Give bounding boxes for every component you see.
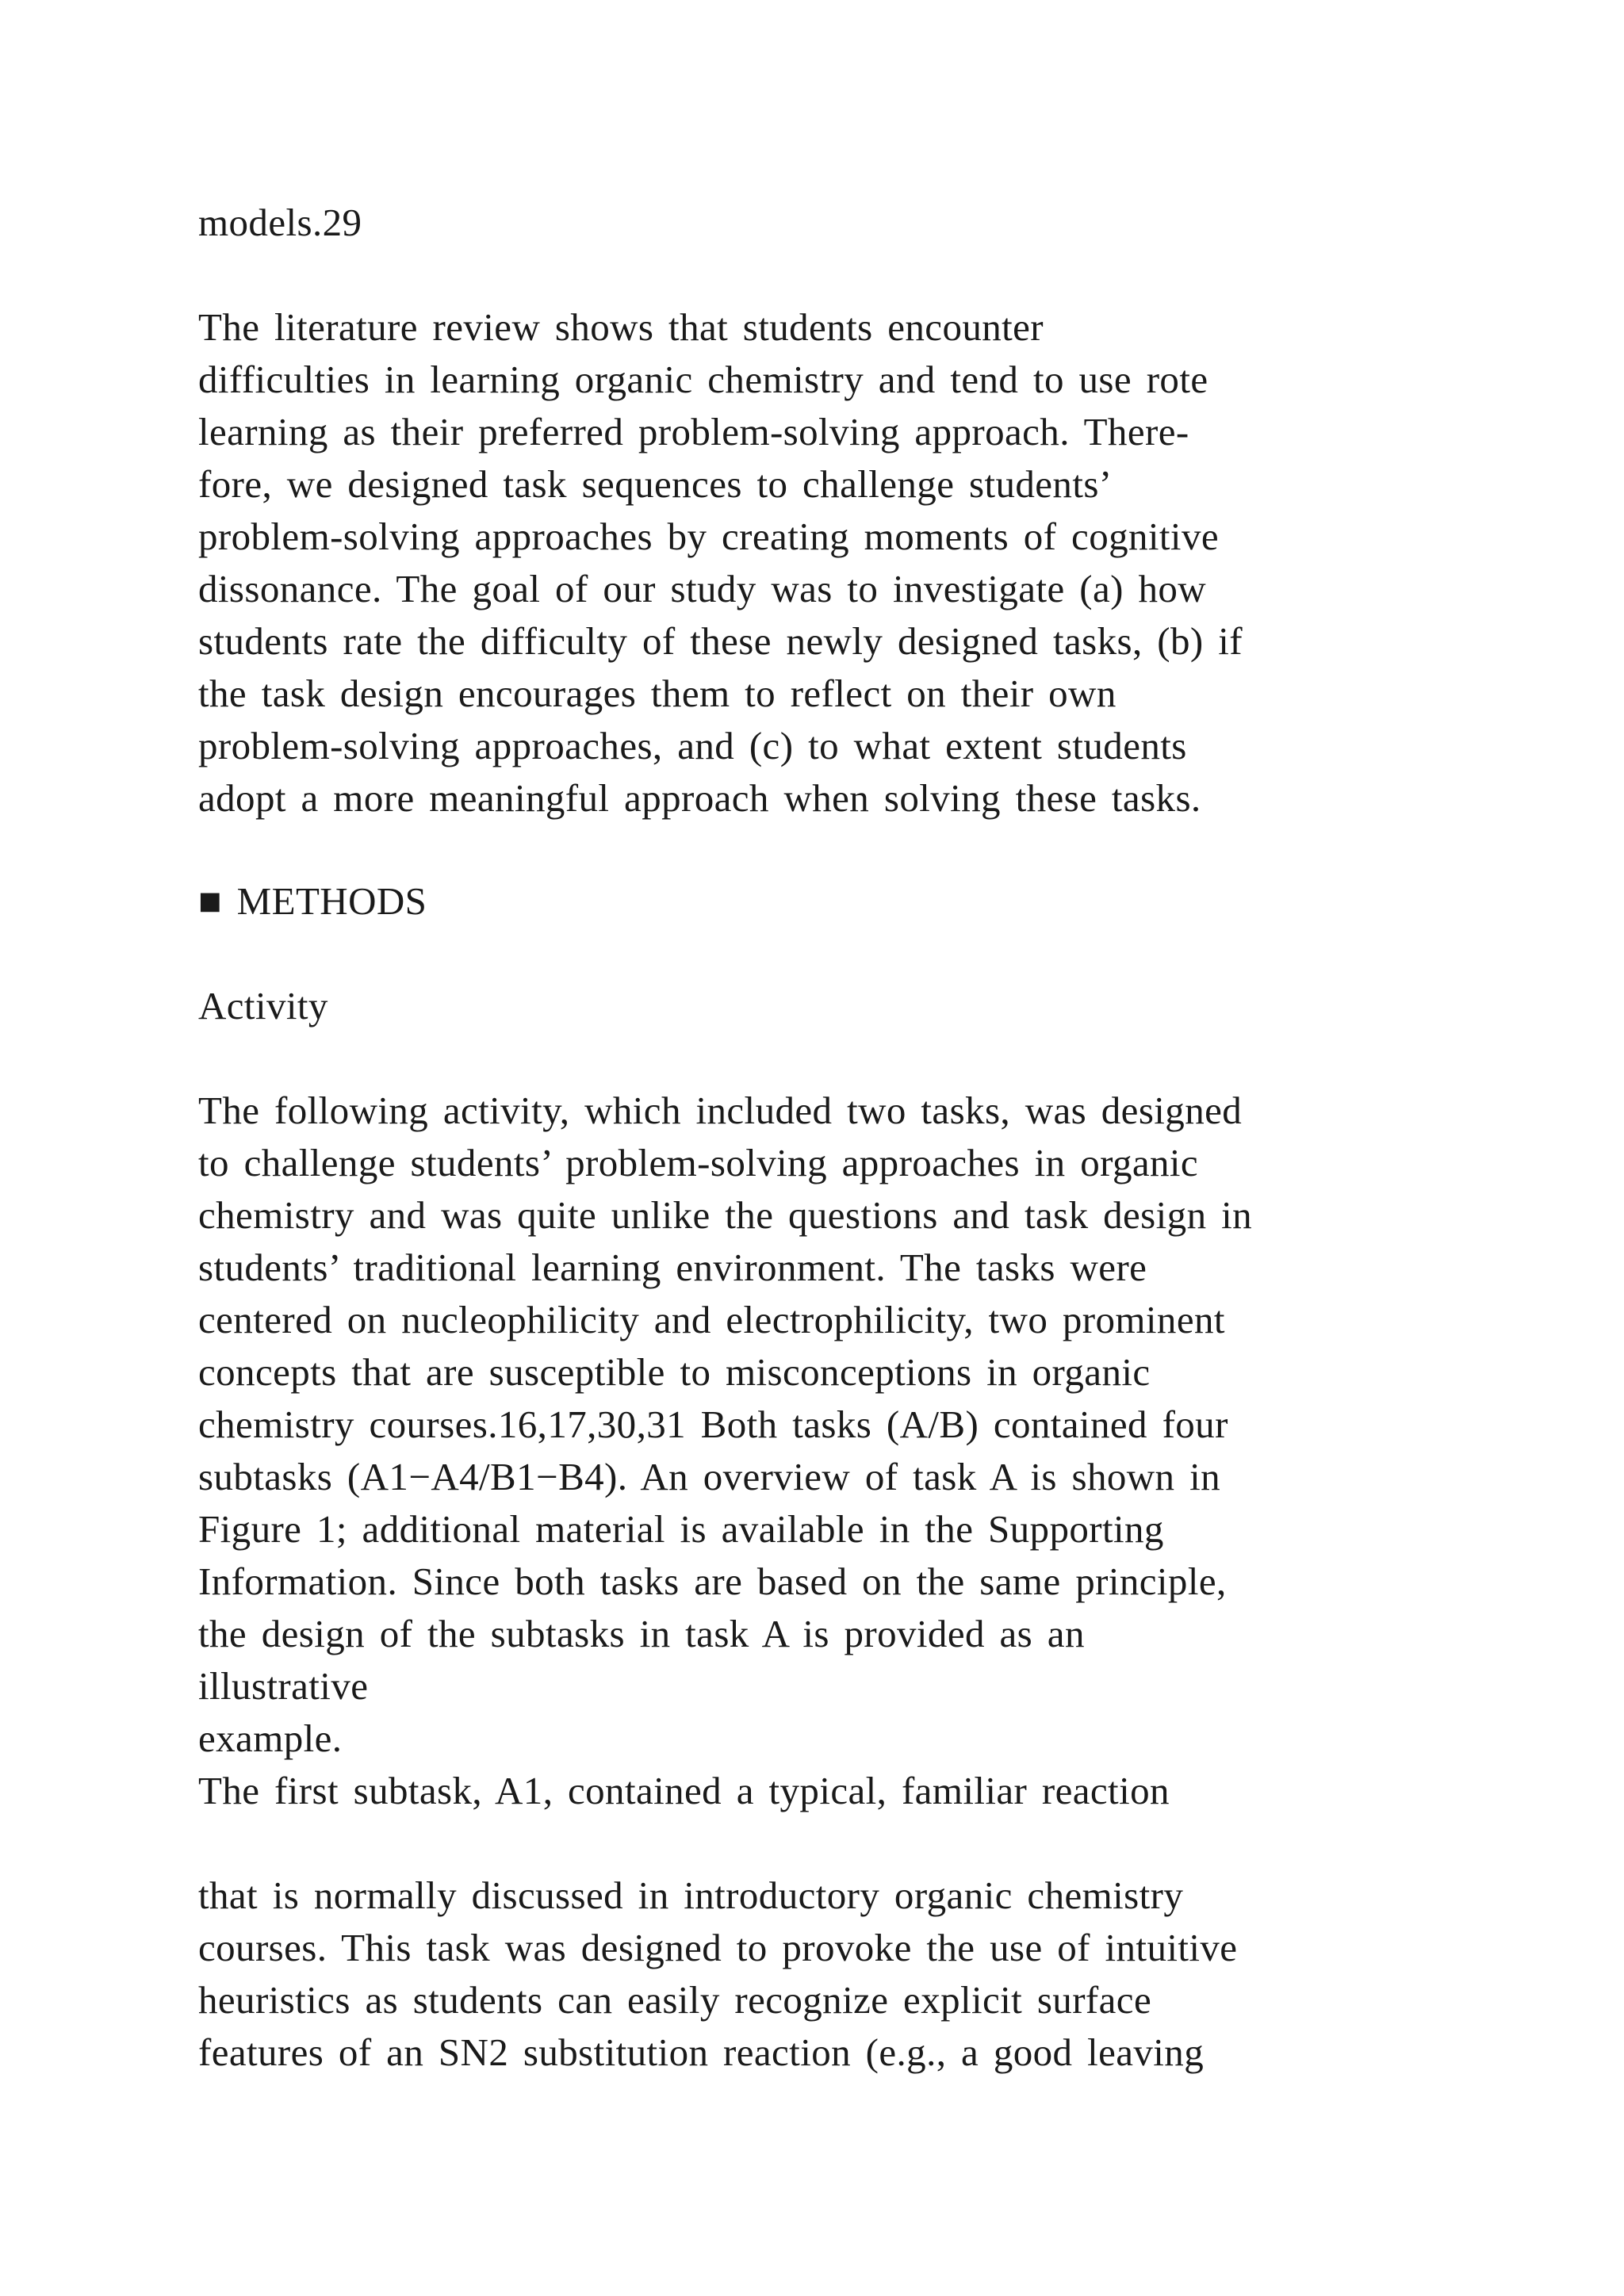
text-line: difficulties in learning organic chemistry and tend to use rote [198, 358, 1208, 401]
text-line: The literature review shows that students encounter [198, 305, 1044, 349]
text-line: problem-solving approaches by creating moments of cognitive [198, 515, 1219, 558]
text-line: models.29 [198, 201, 362, 244]
text-line: problem-solving approaches, and (c) to what extent students [198, 724, 1187, 767]
text-line: centered on nucleophilicity and electrophilicity, two prominent [198, 1298, 1225, 1341]
text-line: concepts that are susceptible to misconceptions in organic [198, 1350, 1151, 1394]
section-heading: ■ METHODS [198, 879, 427, 923]
text-line: courses. This task was designed to provoke the use of intuitive [198, 1926, 1238, 1969]
text-line: The following activity, which included two tasks, was designed [198, 1089, 1243, 1132]
text-line: features of an SN2 substitution reaction (e.g., a good leaving [198, 2030, 1205, 2074]
subsection-heading: Activity [198, 984, 328, 1027]
text-line: the design of the subtasks in task A is provided as an [198, 1612, 1085, 1655]
text-line: fore, we designed task sequences to challenge students’ [198, 462, 1113, 506]
text-line: illustrative [198, 1664, 369, 1708]
text-line: students rate the difficulty of these newly designed tasks, (b) if [198, 619, 1243, 663]
text-line: dissonance. The goal of our study was to investigate (a) how [198, 567, 1207, 610]
text-line: subtasks (A1−A4/B1−B4). An overview of task A is shown in [198, 1455, 1220, 1498]
text-line: Information. Since both tasks are based on the same principle, [198, 1559, 1227, 1603]
text-line: that is normally discussed in introductory organic chemistry [198, 1873, 1184, 1917]
text-line: The first subtask, A1, contained a typical, familiar reaction [198, 1769, 1170, 1812]
text-line: chemistry and was quite unlike the questions and task design in [198, 1193, 1253, 1237]
text-line: heuristics as students can easily recognize explicit surface [198, 1978, 1152, 2022]
text-line: adopt a more meaningful approach when solving these tasks. [198, 776, 1201, 820]
text-line: chemistry courses.16,17,30,31 Both tasks (A/B) contained four [198, 1402, 1228, 1446]
text-line: example. [198, 1716, 343, 1760]
text-line: the task design encourages them to reflect on their own [198, 672, 1116, 715]
text-line: Figure 1; additional material is available in the Supporting [198, 1507, 1164, 1551]
text-line: learning as their preferred problem-solving approach. There- [198, 410, 1189, 453]
text-line: students’ traditional learning environment. The tasks were [198, 1246, 1147, 1289]
text-line: to challenge students’ problem-solving approaches in organic [198, 1141, 1199, 1184]
